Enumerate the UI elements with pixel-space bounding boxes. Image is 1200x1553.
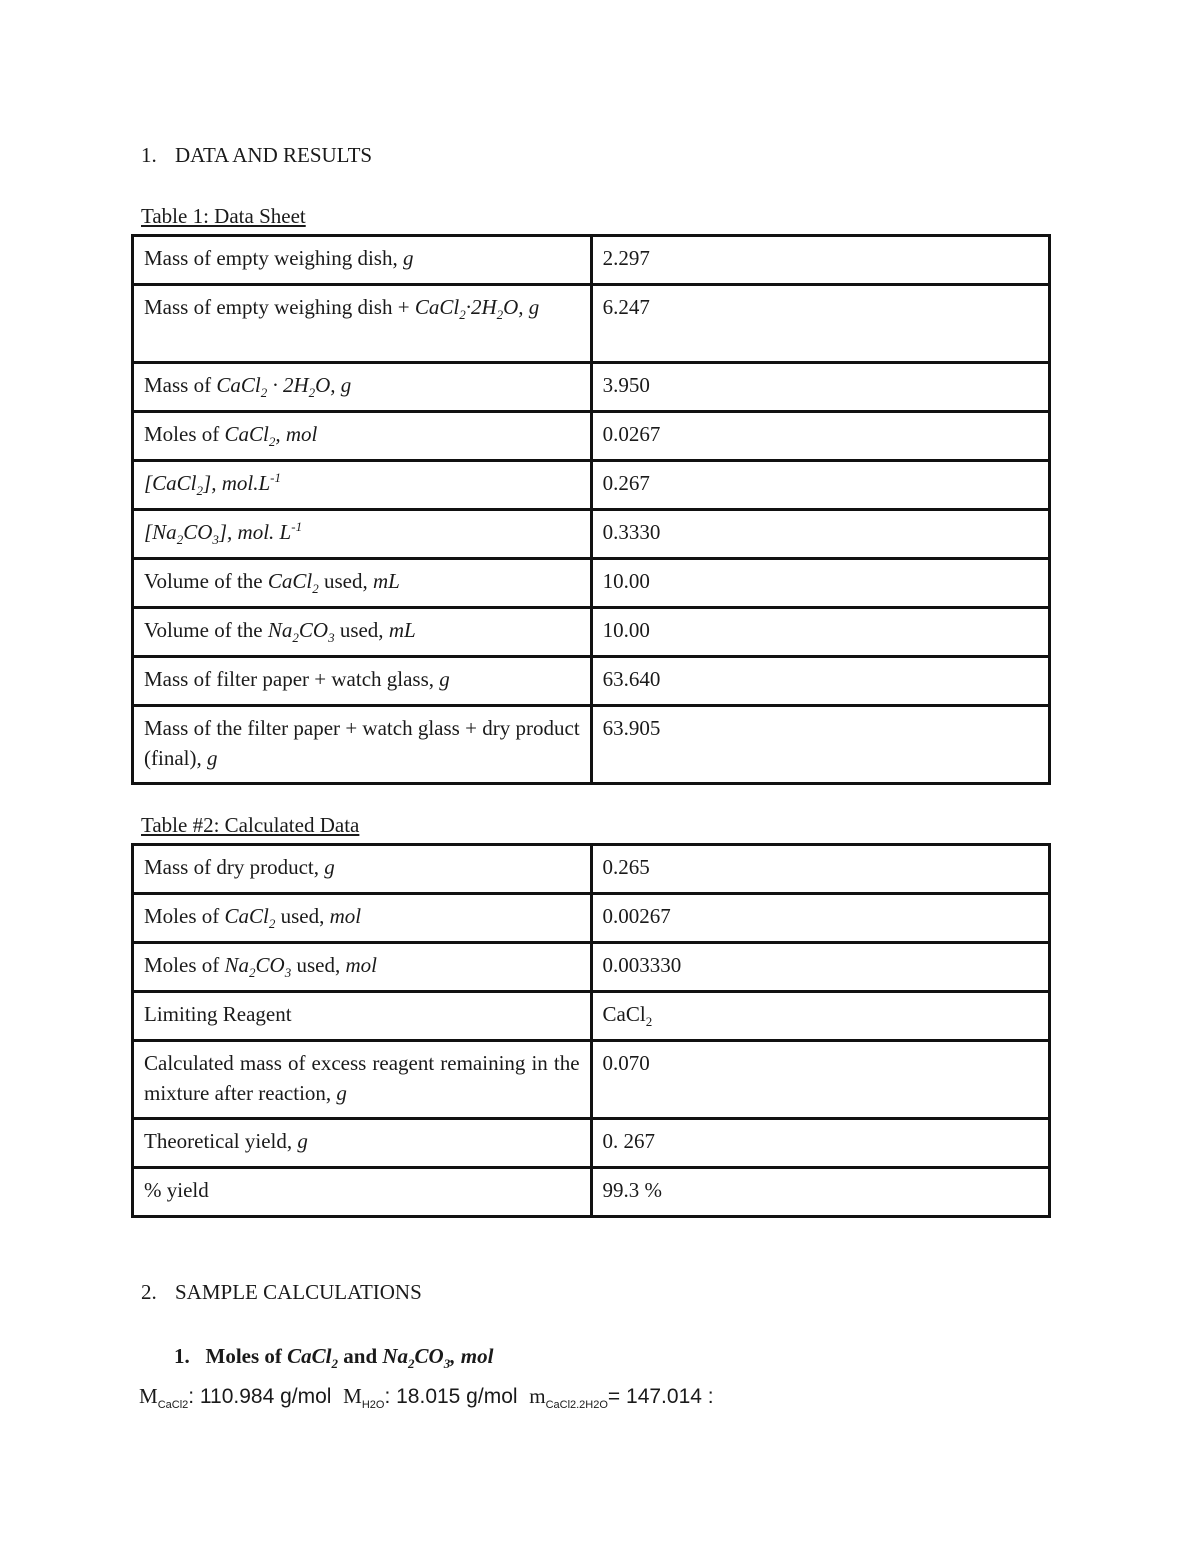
table-row: [133, 461, 1050, 510]
table-row: [133, 236, 1050, 285]
row-label: % yield: [133, 1168, 592, 1217]
row-value: 0.00267: [591, 894, 1049, 943]
row-value: CaCl$_2$: [591, 992, 1049, 1041]
table-row: [133, 608, 1050, 657]
table-row: [133, 943, 1050, 992]
calc-number: 1.: [174, 1344, 190, 1368]
row-label: Volume of the $Na_2CO_3$ used, mL: [133, 608, 592, 657]
table-row: [133, 412, 1050, 461]
row-label: Mass of dry product, g: [133, 845, 592, 894]
row-value: 0. 267: [591, 1119, 1049, 1168]
formula: CaCl$_2$: [224, 904, 276, 932]
row-label: Mass of empty weighing dish + $CaCl_2\cdot 2H_2O$, g: [133, 285, 592, 363]
table-row: [133, 894, 1050, 943]
row-label: Limiting Reagent: [133, 992, 592, 1041]
formula: CaCl$_2$: [267, 569, 319, 597]
formula: $Na_2CO_3$: [267, 618, 335, 646]
row-value: 2.297: [591, 236, 1049, 285]
row-label: [133, 461, 592, 510]
formula: CaCl$_2$ · $2H_2O$, g: [216, 373, 352, 401]
row-value: 6.247: [591, 285, 1049, 363]
row-label: Theoretical yield, g: [133, 1119, 592, 1168]
row-value: 63.905: [591, 706, 1049, 784]
section-title: DATA AND RESULTS: [175, 143, 373, 167]
table-row: [133, 1041, 1050, 1119]
row-value: 0.0267: [591, 412, 1049, 461]
formula: CaCl$_2$, mol: [224, 422, 318, 450]
row-label: [133, 510, 592, 559]
table-row: [133, 845, 1050, 894]
row-value: 0.3330: [591, 510, 1049, 559]
row-value: 3.950: [591, 363, 1049, 412]
row-label: Calculated mass of excess reagent remaining in the mixture after reaction, g: [133, 1041, 592, 1119]
row-label: Moles of CaCl$_2$ used, mol: [133, 894, 592, 943]
formula: [CaCl$_2$], $mol.L^{-1}$: [144, 470, 281, 499]
table-row: [133, 1119, 1050, 1168]
calc-subheading: 1. Moles of CaCl$_2$ and $Na_2CO_3$, mol: [174, 1344, 494, 1372]
row-label: Mass of CaCl$_2$ · $2H_2O$, g: [133, 363, 592, 412]
table-row: [133, 992, 1050, 1041]
section-number: 1.: [141, 143, 157, 167]
row-value: 10.00: [591, 559, 1049, 608]
section-number: 2.: [141, 1280, 157, 1304]
row-label: Mass of the filter paper + watch glass + dry product (final), g: [133, 706, 592, 784]
row-value: 99.3 %: [591, 1168, 1049, 1217]
data-sheet-table: [131, 234, 1051, 785]
section-title: SAMPLE CALCULATIONS: [175, 1280, 422, 1304]
row-label: Volume of the CaCl$_2$ used, mL: [133, 559, 592, 608]
row-value: 10.00: [591, 608, 1049, 657]
table2-caption: Table #2: Calculated Data: [141, 813, 360, 837]
table-row: [133, 706, 1050, 784]
table1-caption: Table 1: Data Sheet: [141, 204, 306, 228]
row-label: Mass of filter paper + watch glass, g: [133, 657, 592, 706]
calculated-data-table: [131, 843, 1051, 1218]
table-row: [133, 363, 1050, 412]
row-label: Moles of $Na_2CO_3$ used, mol: [133, 943, 592, 992]
molar-mass-line: $M_{CaCl2}$: 110.984 g/mol $M_{H2O}$: 18.015 g/mol $m_{CaCl2.2H2O}= 147.014$ :: [139, 1384, 714, 1411]
table-row: [133, 1168, 1050, 1217]
row-value: 63.640: [591, 657, 1049, 706]
table-row: [133, 510, 1050, 559]
row-value: 0.003330: [591, 943, 1049, 992]
row-label: Mass of empty weighing dish, g: [133, 236, 592, 285]
row-value: 0.265: [591, 845, 1049, 894]
formula: $CaCl_2\cdot 2H_2O$, g: [414, 295, 540, 323]
formula: $[Na_2CO_3]$, mol. $L^{-1}$: [144, 519, 303, 548]
row-value: 0.070: [591, 1041, 1049, 1119]
table-row: [133, 657, 1050, 706]
row-value: 0.267: [591, 461, 1049, 510]
row-label: Moles of CaCl$_2$, mol: [133, 412, 592, 461]
table-row: [133, 285, 1050, 363]
formula: $Na_2CO_3$: [224, 953, 292, 981]
table-row: [133, 559, 1050, 608]
